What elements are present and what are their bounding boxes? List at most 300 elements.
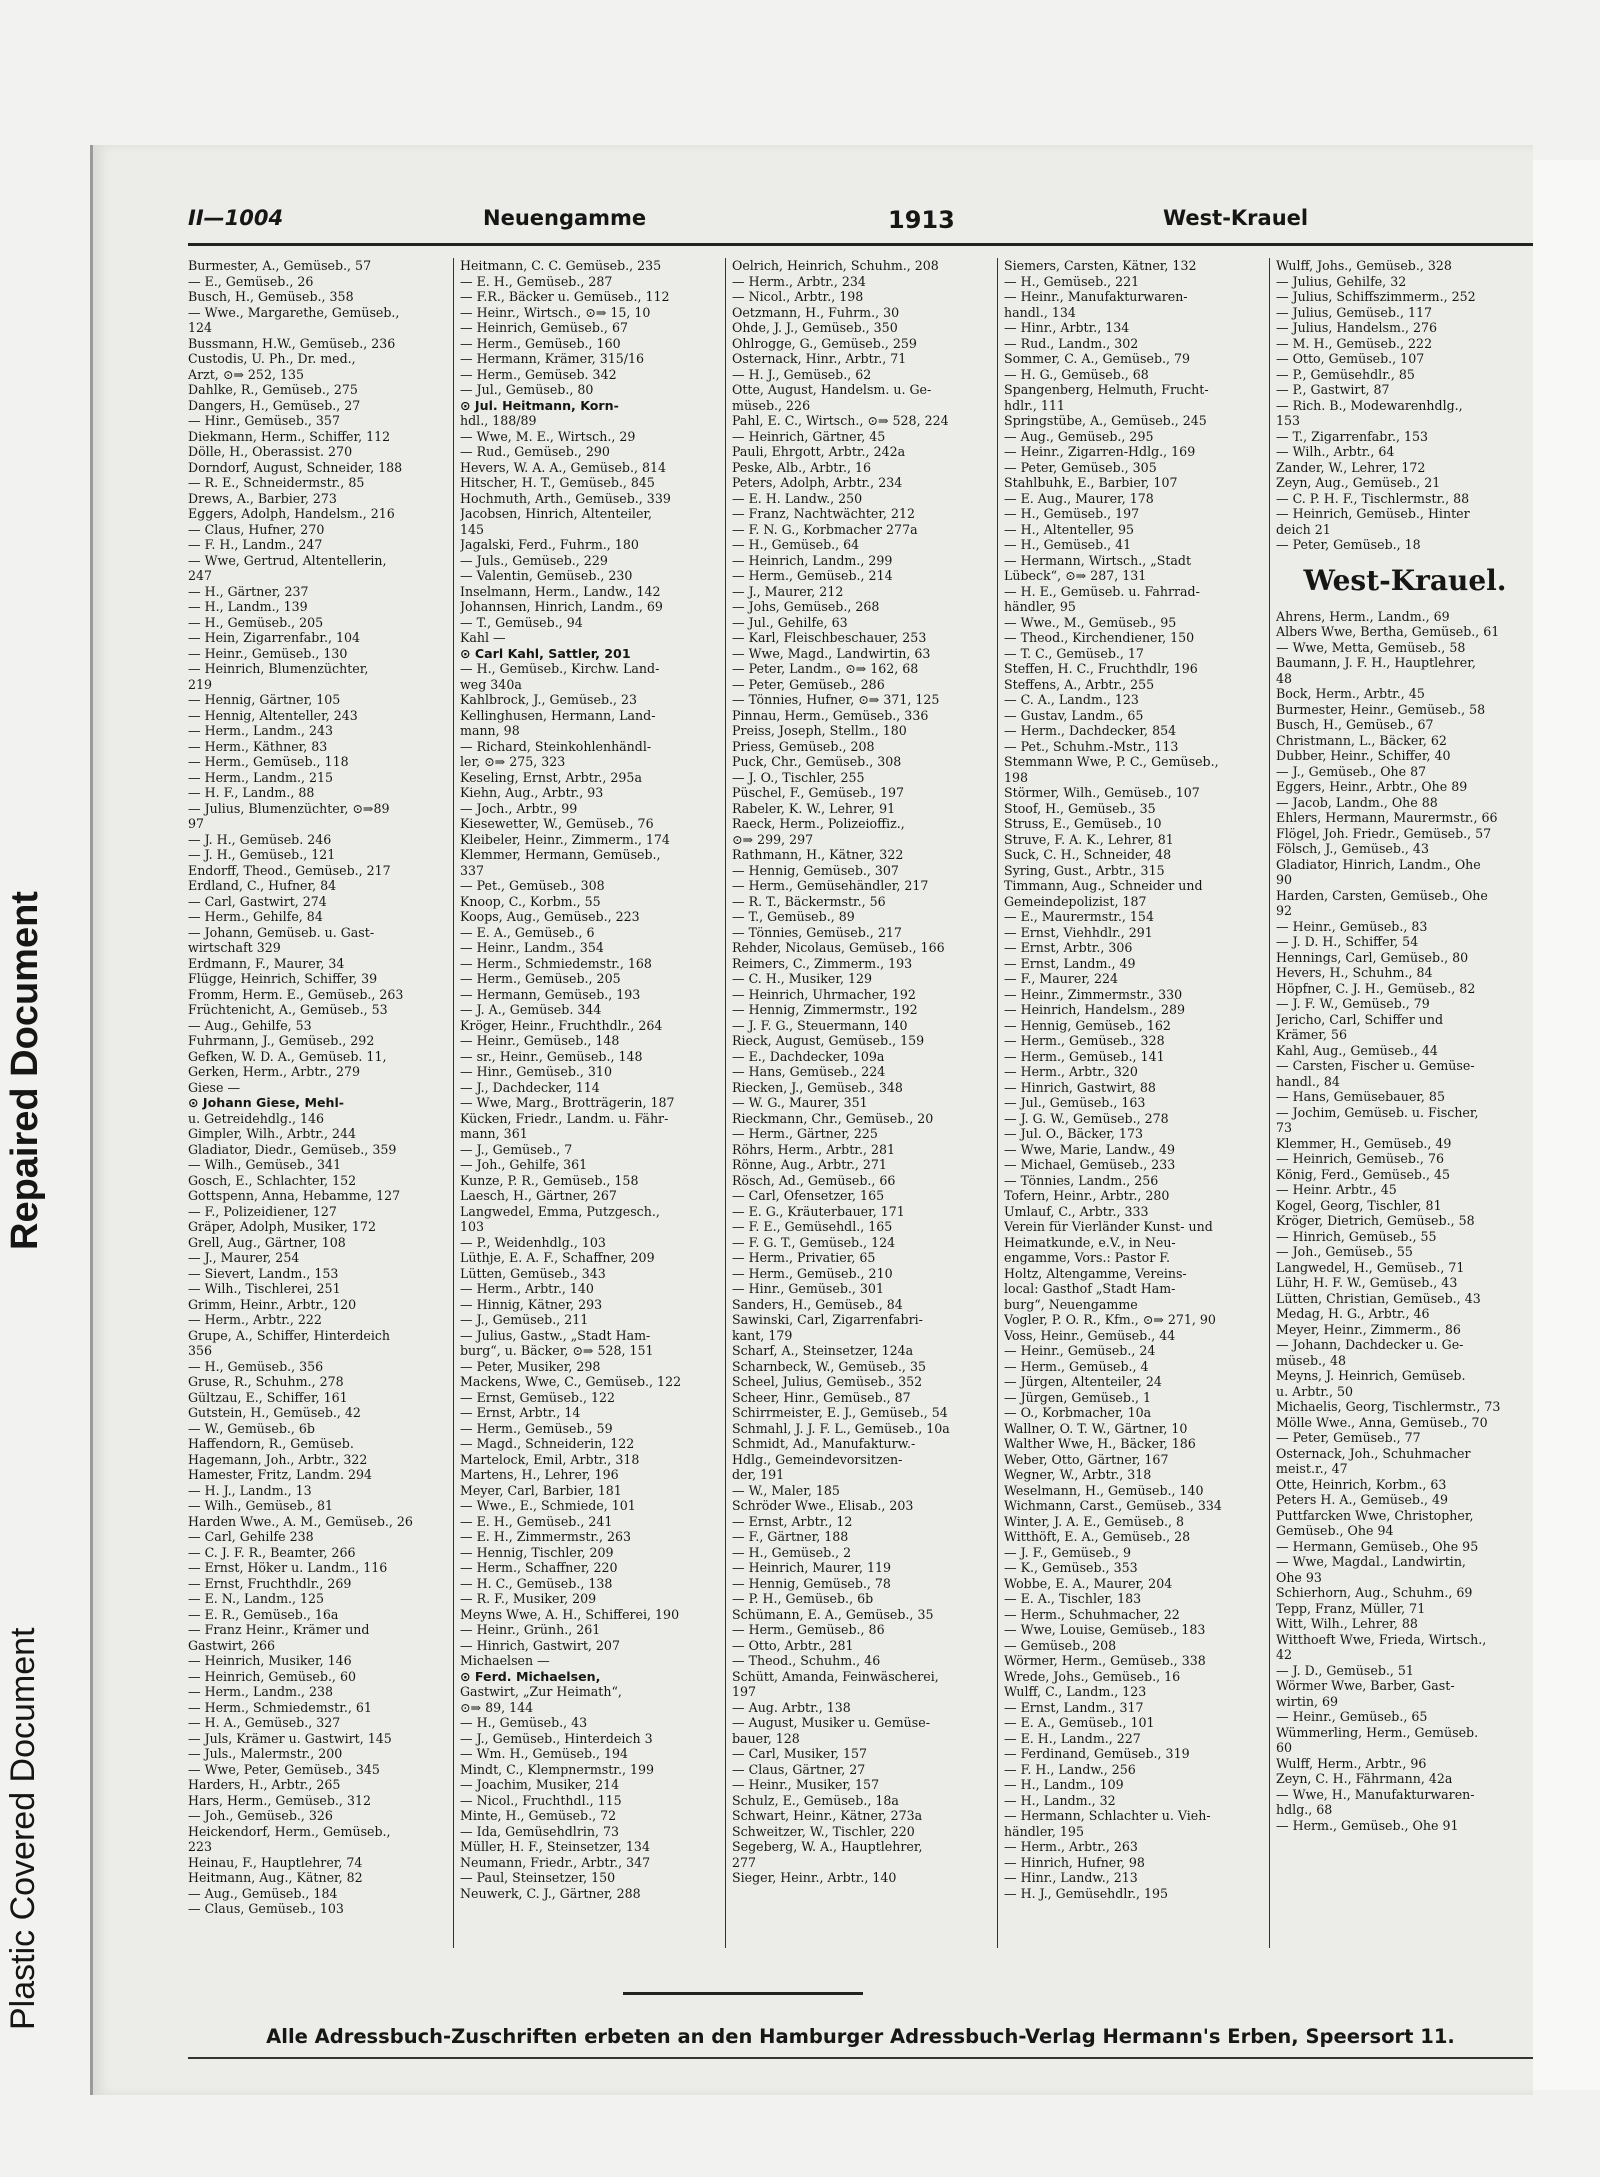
directory-entry-line: — Hermann, Gemüseb., Ohe 95	[1276, 1538, 1479, 1554]
directory-entry-line: — Johann, Dachdecker u. Ge-	[1276, 1337, 1464, 1352]
directory-entry-line: Schierhorn, Aug., Schuhm., 69	[1276, 1585, 1473, 1600]
directory-entry-line: Grell, Aug., Gärtner, 108	[188, 1234, 346, 1250]
directory-entry-line: Pahl, E. C., Wirtsch., ⊙⇒ 528, 224	[732, 413, 949, 428]
directory-entry-line: Drews, A., Barbier, 273	[188, 490, 337, 506]
directory-entry-line: — Jul., Gemüseb., 80	[460, 382, 594, 397]
directory-entry-line: Segeberg, W. A., Hauptlehrer,	[732, 1839, 923, 1854]
footer-rule	[188, 2057, 1533, 2059]
directory-entry-line: — Ferdinand, Gemüseb., 319	[1004, 1746, 1190, 1761]
directory-entry-line: Grupe, A., Schiffer, Hinterdeich	[188, 1327, 391, 1343]
directory-entry-line: — Ernst, Fruchthdlr., 269	[188, 1575, 352, 1591]
directory-entry-line: — Ernst, Arbtr., 12	[732, 1513, 853, 1529]
directory-entry-line: — Herm., Landm., 215	[188, 769, 334, 785]
directory-entry-line: — Wwe, Marie, Landw., 49	[1004, 1141, 1176, 1157]
directory-entry-line: Laesch, H., Gärtner, 267	[460, 1188, 617, 1203]
directory-entry-line: — R. T., Bäckermstr., 56	[732, 893, 886, 909]
directory-entry-line: Kröger, Heinr., Fruchthdlr., 264	[460, 1017, 663, 1033]
directory-entry-line: — K., Gemüseb., 353	[1004, 1560, 1138, 1575]
directory-entry-line: — H., Gemüseb., 64	[732, 537, 860, 552]
directory-entry-line: — Tönnies, Hufner, ⊙⇒ 371, 125	[732, 692, 940, 707]
directory-entry-line: Witthöft, E. A., Gemüseb., 28	[1004, 1529, 1191, 1544]
directory-entry-line: Jagalski, Ferd., Fuhrm., 180	[460, 537, 639, 552]
directory-entry-line: wirtschaft 329	[188, 940, 281, 955]
directory-entry-line: 124	[188, 320, 213, 335]
directory-entry-line: — Carl, Musiker, 157	[732, 1746, 868, 1761]
directory-entry-line: Peske, Alb., Arbtr., 16	[732, 459, 872, 475]
directory-entry-line: — Heinrich, Uhrmacher, 192	[732, 986, 916, 1002]
directory-entry-line: — Herm., Gehilfe, 84	[188, 909, 323, 924]
side-label-strip	[2, 730, 62, 2030]
directory-entry-line: Flügge, Heinrich, Schiffer, 39	[188, 971, 378, 986]
directory-entry-line: Scheer, Hinr., Gemüseb., 87	[732, 1389, 911, 1405]
directory-entry-line: — Johann, Gemüseb. u. Gast-	[188, 924, 375, 940]
directory-entry-line: — J. F. G., Steuermann, 140	[732, 1017, 908, 1033]
directory-entry-line: — Ida, Gemüsehdlrin, 73	[460, 1823, 620, 1839]
directory-entry-line: Witt, Wilh., Lehrer, 88	[1276, 1616, 1418, 1631]
directory-entry-line: — W., Maler, 185	[732, 1482, 840, 1498]
directory-entry-line: Dangers, H., Gemüseb., 27	[188, 397, 361, 413]
directory-entry-line: — Hinnig, Kätner, 293	[460, 1296, 603, 1312]
directory-entry-line: — T., Gemüseb., 89	[732, 909, 855, 924]
directory-entry-line: Lüthje, E. A. F., Schaffner, 209	[460, 1250, 655, 1265]
directory-entry-line: ⊙ Jul. Heitmann, Korn-	[460, 397, 619, 413]
directory-entry-line: — Wwe., Margarethe, Gemüseb.,	[188, 304, 400, 320]
directory-entry-line: — T., Gemüseb., 94	[460, 614, 583, 630]
directory-entry-line: — E. H., Zimmermstr., 263	[460, 1529, 632, 1544]
directory-entry-line: Steffen, H. C., Fruchthdlr, 196	[1004, 661, 1198, 676]
directory-entry-line: hdl., 188/89	[460, 413, 537, 428]
directory-entry-line: Michaelis, Georg, Tischlermstr., 73	[1276, 1399, 1501, 1414]
directory-entry-line: Rabeler, K. W., Lehrer, 91	[732, 800, 896, 816]
directory-entry-line: — Theod., Kirchendiener, 150	[1004, 630, 1195, 645]
directory-entry-line: — Gustav, Landm., 65	[1004, 707, 1144, 723]
directory-entry-line: hdlr., 111	[1004, 397, 1065, 413]
directory-entry-line: weg 340a	[460, 676, 522, 692]
directory-entry-line: — Herm., Gemüsehändler, 217	[732, 878, 929, 893]
directory-entry-line: — Wwe, H., Manufakturwaren-	[1276, 1786, 1475, 1802]
directory-entry-line: Wobbe, E. A., Maurer, 204	[1004, 1575, 1173, 1591]
directory-entry-line: Kogel, Georg, Tischler, 81	[1276, 1197, 1442, 1213]
directory-entry-line: — Wwe, Magdal., Landwirtin,	[1276, 1554, 1466, 1569]
directory-entry-line: Neumann, Friedr., Arbtr., 347	[460, 1854, 651, 1870]
directory-entry-line: 219	[188, 676, 213, 692]
left-running-title: Neuengamme	[483, 206, 647, 230]
directory-entry-line: — Heinrich, Gemüseb., 67	[460, 320, 628, 335]
directory-entry-line: ⊙⇒ 299, 297	[732, 831, 814, 847]
directory-entry-line: Weselmann, H., Gemüseb., 140	[1004, 1482, 1204, 1498]
directory-entry-line: Endorff, Theod., Gemüseb., 217	[188, 862, 391, 878]
directory-entry-line: — P., Gemüsehdlr., 85	[1276, 366, 1415, 382]
directory-entry-line: wirtin, 69	[1276, 1693, 1339, 1709]
directory-entry-line: — E. H., Gemüseb., 287	[460, 273, 613, 289]
directory-entry-line: engamme, Vors.: Pastor F.	[1004, 1250, 1171, 1265]
directory-entry-line: u. Arbtr., 50	[1276, 1383, 1354, 1399]
directory-entry-line: — Aug., Gemüseb., 295	[1004, 428, 1154, 444]
directory-entry-line: Wörmer, Herm., Gemüseb., 338	[1004, 1653, 1206, 1668]
directory-entry-line: 60	[1276, 1740, 1293, 1755]
directory-entry-line: Walther Wwe, H., Bäcker, 186	[1004, 1436, 1196, 1451]
directory-entry-line: 97	[188, 816, 205, 831]
directory-entry-line: ler, ⊙⇒ 275, 323	[460, 754, 566, 769]
directory-entry-line: Stoof, H., Gemüseb., 35	[1004, 800, 1156, 816]
directory-column-2	[460, 258, 718, 1958]
directory-entry-line: — Ernst, Viehhdlr., 291	[1004, 924, 1153, 940]
page-number: II—1004	[188, 206, 284, 230]
directory-entry-line: Kahl —	[460, 630, 506, 645]
directory-entry-line: Diekmann, Herm., Schiffer, 112	[188, 428, 391, 444]
directory-entry-line: — Peter, Musiker, 298	[460, 1358, 601, 1374]
directory-entry-line: Knoop, C., Korbm., 55	[460, 893, 601, 909]
directory-entry-line: — Herm., Gemüseb., 86	[732, 1622, 885, 1637]
directory-entry-line: Klemmer, H., Gemüseb., 49	[1276, 1135, 1452, 1151]
directory-entry-line: — Wwe, Peter, Gemüseb., 345	[188, 1761, 380, 1777]
directory-entry-line: — P., Gastwirt, 87	[1276, 382, 1390, 397]
directory-entry-line: 277	[732, 1854, 757, 1870]
directory-entry-line: — J., Gemüseb., Ohe 87	[1276, 763, 1427, 779]
directory-entry-line: — Hans, Gemüsebauer, 85	[1276, 1089, 1445, 1104]
directory-entry-line: Busch, H., Gemüseb., 358	[188, 289, 354, 304]
directory-entry-line: — F., Maurer, 224	[1004, 971, 1119, 986]
directory-entry-line: — Hennig, Zimmermstr., 192	[732, 1002, 918, 1017]
directory-entry-line: Zeyn, C. H., Fährmann, 42a	[1276, 1771, 1453, 1786]
directory-entry-line: bauer, 128	[732, 1730, 800, 1746]
directory-entry-line: — Gemüseb., 208	[1004, 1637, 1117, 1653]
directory-entry-line: — Jürgen, Altenteiler, 24	[1004, 1374, 1162, 1389]
directory-entry-line: — Joh., Gemüseb., 326	[188, 1808, 333, 1823]
directory-entry-line: Voss, Heinr., Gemüseb., 44	[1004, 1327, 1176, 1343]
directory-entry-line: Gimpler, Wilh., Arbtr., 244	[188, 1126, 357, 1141]
directory-entry-line: — August, Musiker u. Gemüse-	[732, 1715, 930, 1730]
directory-entry-line: Hevers, W. A. A., Gemüseb., 814	[460, 459, 667, 475]
directory-entry-line: Osternack, Hinr., Arbtr., 71	[732, 351, 907, 366]
directory-entry-line: 92	[1276, 903, 1293, 918]
directory-entry-line: handl., 134	[1004, 304, 1076, 320]
directory-entry-line: Holtz, Altengamme, Vereins-	[1004, 1265, 1187, 1281]
directory-entry-line: Baumann, J. F. H., Hauptlehrer,	[1276, 655, 1476, 670]
directory-entry-line: Schmidt, Ad., Manufakturw.-	[732, 1436, 916, 1451]
header-rule	[188, 243, 1533, 246]
directory-entry-line: — Wwe, Gertrud, Altentellerin,	[188, 552, 387, 568]
directory-entry-line: — Herm., Gemüseb. 342	[460, 366, 617, 382]
directory-entry-line: — J., Dachdecker, 114	[460, 1079, 600, 1095]
directory-entry-line: — Herm., Gemüseb., 141	[1004, 1048, 1165, 1064]
directory-entry-line: — Ernst, Landm., 49	[1004, 955, 1136, 971]
directory-entry-line: — C. A., Landm., 123	[1004, 692, 1139, 707]
directory-entry-line: Otte, Heinrich, Korbm., 63	[1276, 1476, 1447, 1492]
directory-entry-line: Zeyn, Aug., Gemüseb., 21	[1276, 475, 1441, 490]
directory-entry-line: — Herm., Schaffner, 220	[460, 1560, 618, 1575]
directory-entry-line: Kellinghusen, Hermann, Land-	[460, 707, 656, 723]
directory-entry-line: u. Getreidehdlg., 146	[188, 1110, 325, 1126]
directory-entry-line: — Hennig, Gemüseb., 307	[732, 862, 899, 878]
directory-entry-line: Wegner, W., Arbtr., 318	[1004, 1467, 1152, 1482]
directory-entry-line: — E. G., Kräuterbauer, 171	[732, 1203, 905, 1219]
directory-entry-line: — E. N., Landm., 125	[188, 1591, 325, 1606]
directory-entry-line: Schütt, Amanda, Feinwäscherei,	[732, 1668, 939, 1684]
directory-entry-line: — Jürgen, Gemüseb., 1	[1004, 1389, 1151, 1405]
directory-entry-line: — H., Landm., 32	[1004, 1792, 1116, 1808]
directory-entry-line: — E. A., Gemüseb., 101	[1004, 1715, 1155, 1730]
directory-entry-line: Oetzmann, H., Fuhrm., 30	[732, 304, 900, 320]
directory-entry-line: Weber, Otto, Gärtner, 167	[1004, 1451, 1169, 1467]
directory-entry-line: Langwedel, H., Gemüseb., 71	[1276, 1259, 1465, 1275]
directory-entry-line: — Nicol., Fruchthdl., 115	[460, 1792, 622, 1808]
directory-entry-line: — F. H., Landw., 256	[1004, 1761, 1136, 1777]
directory-entry-line: — Wwe, Magd., Landwirtin, 63	[732, 645, 931, 661]
directory-entry-line: Fromm, Herm. E., Gemüseb., 263	[188, 986, 404, 1002]
directory-entry-line: Spangenberg, Helmuth, Frucht-	[1004, 382, 1209, 397]
directory-entry-line: König, Ferd., Gemüseb., 45	[1276, 1166, 1451, 1182]
directory-entry-line: ⊙ Johann Giese, Mehl-	[188, 1095, 345, 1110]
directory-entry-line: — Heinrich, Landm., 299	[732, 552, 893, 568]
directory-entry-line: Sieger, Heinr., Arbtr., 140	[732, 1870, 897, 1885]
directory-entry-line: — Carsten, Fischer u. Gemüse-	[1276, 1058, 1475, 1073]
directory-entry-line: — Herm., Arbtr., 140	[460, 1281, 594, 1296]
directory-entry-line: — Hans, Gemüseb., 224	[732, 1064, 886, 1079]
directory-entry-line: — Wwe, M. E., Wirtsch., 29	[460, 428, 636, 444]
directory-entry-line: — F. G. T., Gemüseb., 124	[732, 1234, 896, 1250]
directory-entry-line: — Herm., Gemüseb., 59	[460, 1420, 613, 1436]
directory-entry-line: — C. J. F. R., Beamter, 266	[188, 1544, 356, 1560]
directory-page	[90, 145, 1533, 2095]
directory-entry-line: Witthoeft Wwe, Frieda, Wirtsch.,	[1276, 1631, 1487, 1647]
directory-entry-line: Meyns Wwe, A. H., Schifferei, 190	[460, 1606, 680, 1622]
directory-entry-line: — J. G. W., Gemüseb., 278	[1004, 1110, 1169, 1126]
directory-entry-line: — J., Maurer, 212	[732, 583, 844, 599]
directory-entry-line: müseb., 48	[1276, 1352, 1347, 1368]
directory-entry-line: — Julius, Gehilfe, 32	[1276, 273, 1407, 289]
directory-entry-line: — Peter, Gemüseb., 77	[1276, 1430, 1421, 1445]
directory-entry-line: Johannsen, Hinrich, Landm., 69	[460, 599, 663, 614]
directory-entry-line: — Heinrich, Gärtner, 45	[732, 428, 886, 444]
directory-entry-line: — Wilh., Gemüseb., 341	[188, 1157, 342, 1172]
directory-entry-line: kant, 179	[732, 1327, 793, 1343]
directory-entry-line: Störmer, Wilh., Gemüseb., 107	[1004, 785, 1200, 800]
directory-column-1	[188, 258, 446, 1958]
directory-entry-line: — Magd., Schneiderin, 122	[460, 1436, 635, 1451]
directory-entry-line: Suck, C. H., Schneider, 48	[1004, 847, 1172, 862]
directory-entry-line: Sawinski, Carl, Zigarrenfabri-	[732, 1312, 923, 1327]
directory-entry-line: Pinnau, Herm., Gemüseb., 336	[732, 707, 929, 723]
directory-entry-line: — H. C., Gemüseb., 138	[460, 1575, 613, 1591]
directory-entry-line: Langwedel, Emma, Putzgesch.,	[460, 1203, 660, 1219]
directory-entry-line: — Wwe, Marg., Brotträgerin, 187	[460, 1095, 675, 1110]
directory-entry-line: — Carl, Gastwirt, 274	[188, 893, 327, 909]
directory-entry-line: Schröder Wwe., Elisab., 203	[732, 1498, 914, 1513]
directory-entry-line: Puttfarcken Wwe, Christopher,	[1276, 1507, 1474, 1523]
directory-entry-line: Gemeindepolizist, 187	[1004, 893, 1147, 909]
directory-entry-line: Springstübe, A., Gemüseb., 245	[1004, 413, 1207, 428]
directory-entry-line: Harden, Carsten, Gemüseb., Ohe	[1276, 887, 1488, 903]
directory-entry-line: — Carl, Ofensetzer, 165	[732, 1188, 885, 1203]
directory-entry-line: Busch, H., Gemüseb., 67	[1276, 717, 1434, 732]
directory-entry-line: — Paul, Steinsetzer, 150	[460, 1870, 616, 1885]
directory-entry-line: — Wwe, Louise, Gemüseb., 183	[1004, 1622, 1206, 1637]
directory-entry-line: Heitmann, C. C. Gemüseb., 235	[460, 258, 662, 273]
directory-entry-line: — Hinrich, Gastwirt, 207	[460, 1637, 620, 1653]
directory-entry-line: — Aug., Gemüseb., 184	[188, 1885, 338, 1901]
directory-entry-line: — T. C., Gemüseb., 17	[1004, 645, 1144, 661]
directory-entry-line: Zander, W., Lehrer, 172	[1276, 459, 1426, 475]
directory-entry-line: Burmester, A., Gemüseb., 57	[188, 258, 372, 273]
directory-entry-line: — Joh., Gehilfe, 361	[460, 1157, 588, 1172]
directory-entry-line: — Ernst, Arbtr., 306	[1004, 940, 1133, 955]
directory-entry-line: — E. R., Gemüseb., 16a	[188, 1606, 339, 1622]
directory-entry-line: — Herm., Arbtr., 234	[732, 273, 866, 289]
directory-entry-line: — Tönnies, Landm., 256	[1004, 1172, 1159, 1188]
directory-entry-line: — Peter, Gemüseb., 18	[1276, 537, 1421, 552]
directory-entry-line: Syring, Gust., Arbtr., 315	[1004, 862, 1165, 878]
directory-entry-line: Rieckmann, Chr., Gemüseb., 20	[732, 1110, 934, 1126]
directory-entry-line: Erdland, C., Hufner, 84	[188, 878, 337, 893]
directory-entry-line: Schulz, E., Gemüseb., 18a	[732, 1792, 899, 1808]
directory-entry-line: Mölle Wwe., Anna, Gemüseb., 70	[1276, 1414, 1488, 1430]
directory-entry-line: Lütten, Gemüseb., 343	[460, 1265, 606, 1281]
directory-entry-line: — Herm., Arbtr., 263	[1004, 1839, 1138, 1854]
directory-entry-line: — Jul. O., Bäcker, 173	[1004, 1126, 1143, 1141]
directory-entry-line: — Ernst, Höker u. Landm., 116	[188, 1560, 388, 1575]
directory-entry-line: — H. F., Landm., 88	[188, 785, 315, 800]
directory-entry-line: 145	[460, 521, 485, 537]
directory-entry-line: — Herm., Gemüseb., 210	[732, 1265, 893, 1281]
directory-entry-line: — Julius, Gemüseb., 117	[1276, 304, 1432, 320]
directory-entry-line: 48	[1276, 670, 1293, 686]
directory-entry-line: Dubber, Heinr., Schiffer, 40	[1276, 748, 1451, 763]
directory-entry-line: — Hinr., Gemüseb., 310	[460, 1064, 612, 1079]
directory-entry-line: Priess, Gemüseb., 208	[732, 738, 875, 754]
directory-entry-line: Ohde, J. J., Gemüseb., 350	[732, 320, 898, 335]
directory-entry-line: Timmann, Aug., Schneider und	[1004, 878, 1203, 893]
directory-entry-line: — Peter, Landm., ⊙⇒ 162, 68	[732, 661, 919, 676]
directory-entry-line: Gottspenn, Anna, Hebamme, 127	[188, 1188, 401, 1203]
directory-entry-line: Gefken, W. D. A., Gemüseb. 11,	[188, 1048, 387, 1064]
directory-entry-line: Wümmerling, Herm., Gemüseb.	[1276, 1724, 1479, 1740]
directory-entry-line: Gladiator, Diedr., Gemüseb., 359	[188, 1141, 397, 1157]
directory-entry-line: — J. H., Gemüseb., 121	[188, 847, 336, 862]
directory-entry-line: — Hinr., Gemüseb., 357	[188, 413, 340, 428]
directory-entry-line: — H., Gemüseb., 205	[188, 614, 324, 630]
directory-entry-line: Winter, J. A. E., Gemüseb., 8	[1004, 1513, 1184, 1529]
directory-entry-line: — E., Dachdecker, 109a	[732, 1048, 885, 1064]
directory-entry-line: Mindt, C., Klempnermstr., 199	[460, 1761, 654, 1777]
directory-entry-line: Höpfner, C. J. H., Gemüseb., 82	[1276, 980, 1476, 996]
directory-entry-line: Dorndorf, August, Schneider, 188	[188, 459, 403, 475]
directory-entry-line: Schmahl, J. J. F. L., Gemüseb., 10a	[732, 1420, 950, 1436]
directory-entry-line: — Heinr. Arbtr., 45	[1276, 1182, 1397, 1197]
directory-entry-line: — Heinr., Gemüseb., 65	[1276, 1709, 1428, 1724]
directory-entry-line: Fuhrmann, J., Gemüseb., 292	[188, 1033, 375, 1048]
directory-entry-line: Klemmer, Hermann, Gemüseb.,	[460, 847, 661, 862]
directory-entry-line: Lütten, Christian, Gemüseb., 43	[1276, 1290, 1481, 1306]
directory-entry-line: 337	[460, 862, 485, 878]
directory-entry-line: Neuwerk, C. J., Gärtner, 288	[460, 1885, 641, 1901]
directory-entry-line: Mackens, Wwe, C., Gemüseb., 122	[460, 1374, 682, 1389]
directory-entry-line: — Karl, Fleischbeschauer, 253	[732, 630, 927, 645]
directory-entry-line: — Heinr., Gemüseb., 24	[1004, 1343, 1156, 1358]
directory-entry-line: — F., Gärtner, 188	[732, 1529, 849, 1544]
directory-entry-line: Meyer, Heinr., Zimmerm., 86	[1276, 1321, 1461, 1337]
directory-entry-line: — Valentin, Gemüseb., 230	[460, 568, 633, 583]
directory-entry-line: — Hinr., Gemüseb., 301	[732, 1281, 884, 1296]
directory-entry-line: Röhrs, Herm., Arbtr., 281	[732, 1141, 895, 1157]
directory-entry-line: — Hermann, Schlachter u. Vieh-	[1004, 1808, 1211, 1823]
directory-entry-line: — Claus, Gemüseb., 103	[188, 1901, 344, 1916]
directory-entry-line: — Johs, Gemüseb., 268	[732, 599, 880, 614]
directory-entry-line: Rieck, August, Gemüseb., 159	[732, 1033, 925, 1048]
directory-entry-line: — Nicol., Arbtr., 198	[732, 289, 864, 304]
directory-entry-line: Christmann, L., Bäcker, 62	[1276, 732, 1447, 748]
directory-entry-line: der, 191	[732, 1467, 785, 1482]
directory-entry-line: — H. A., Gemüseb., 327	[188, 1715, 341, 1730]
directory-entry-line: Ohe 93	[1276, 1569, 1322, 1585]
directory-entry-line: — Ernst, Arbtr., 14	[460, 1405, 581, 1420]
directory-entry-line: — E. A., Tischler, 183	[1004, 1591, 1142, 1606]
directory-entry-line: — W. G., Maurer, 351	[732, 1095, 868, 1110]
directory-entry-line: — Jul., Gehilfe, 63	[732, 614, 848, 630]
directory-entry-line: Schirrmeister, E. J., Gemüseb., 54	[732, 1405, 948, 1420]
directory-entry-line: Burmester, Heinr., Gemüseb., 58	[1276, 701, 1486, 717]
directory-entry-line: — E. H. Landw., 250	[732, 490, 863, 506]
directory-entry-line: — Heinr., Landm., 354	[460, 940, 604, 955]
directory-entry-line: — Heinr., Musiker, 157	[732, 1777, 880, 1792]
directory-entry-line: Stemmann Wwe, P. C., Gemüseb.,	[1004, 754, 1219, 769]
directory-entry-line: ⊙ Carl Kahl, Sattler, 201	[460, 645, 631, 661]
directory-entry-line: Eggers, Adolph, Handelsm., 216	[188, 506, 395, 521]
directory-entry-line: Rösch, Ad., Gemüseb., 66	[732, 1172, 896, 1188]
directory-entry-line: — H., Gemüseb., 356	[188, 1358, 324, 1374]
directory-entry-line: — H., Gemüseb., Kirchw. Land-	[460, 661, 660, 676]
repaired-document-label: Repaired Document	[4, 891, 46, 1250]
directory-entry-line: — Herm., Gemüseb., 118	[188, 754, 349, 769]
directory-entry-line: — Franz Heinr., Krämer und	[188, 1622, 370, 1637]
directory-entry-line: Wörmer Wwe, Barber, Gast-	[1276, 1678, 1455, 1693]
directory-entry-line: — Heinr., Grünh., 261	[460, 1622, 601, 1637]
directory-entry-line: local: Gasthof „Stadt Ham-	[1004, 1281, 1176, 1296]
directory-entry-line: Peters H. A., Gemüseb., 49	[1276, 1492, 1449, 1507]
directory-entry-line: 42	[1276, 1647, 1293, 1662]
directory-entry-line: handl., 84	[1276, 1073, 1340, 1089]
directory-entry-line: Scheel, Julius, Gemüseb., 352	[732, 1374, 923, 1389]
directory-entry-line: Umlauf, C., Arbtr., 333	[1004, 1203, 1149, 1219]
directory-entry-line: Hitscher, H. T., Gemüseb., 845	[460, 475, 655, 490]
directory-entry-line: — Hennig, Gärtner, 105	[188, 692, 341, 707]
directory-entry-line: — Claus, Hufner, 270	[188, 521, 325, 537]
directory-entry-line: — R. E., Schneidermstr., 85	[188, 475, 365, 490]
directory-entry-line: Gruse, R., Schuhm., 278	[188, 1374, 344, 1389]
directory-entry-line: Verein für Vierländer Kunst- und	[1004, 1219, 1213, 1234]
directory-entry-line: — F. H., Landm., 247	[188, 537, 323, 552]
directory-entry-line: Gerken, Herm., Arbtr., 279	[188, 1064, 361, 1079]
directory-entry-line: Sommer, C. A., Gemüseb., 79	[1004, 351, 1191, 366]
directory-entry-line: Raeck, Herm., Polizeioffiz.,	[732, 816, 905, 831]
directory-entry-line: — Juls., Malermstr., 200	[188, 1746, 343, 1761]
directory-entry-line: ⊙⇒ 89, 144	[460, 1699, 534, 1715]
directory-entry-line: Gosch, E., Schlachter, 152	[188, 1172, 357, 1188]
directory-entry-line: — H., Gemüseb., 221	[1004, 273, 1140, 289]
directory-entry-line: mann, 98	[460, 723, 520, 738]
directory-entry-line: Tofern, Heinr., Arbtr., 280	[1004, 1188, 1170, 1203]
directory-entry-line: Gemüseb., Ohe 94	[1276, 1523, 1394, 1538]
directory-entry-line: — Hinrich, Hufner, 98	[1004, 1854, 1145, 1870]
directory-entry-line: Lühr, H. F. W., Gemüseb., 43	[1276, 1275, 1458, 1290]
directory-entry-line: Ehlers, Hermann, Maurermstr., 66	[1276, 810, 1498, 825]
directory-entry-line: Meyns, J. Heinrich, Gemüseb.	[1276, 1368, 1466, 1383]
directory-entry-line: — Hennig, Tischler, 209	[460, 1544, 614, 1560]
directory-entry-line: — E. H., Gemüseb., 241	[460, 1513, 613, 1529]
directory-entry-line: — Heinrich, Maurer, 119	[732, 1560, 892, 1575]
directory-entry-line: Struss, E., Gemüseb., 10	[1004, 816, 1162, 831]
directory-entry-line: Martens, H., Lehrer, 196	[460, 1467, 619, 1482]
